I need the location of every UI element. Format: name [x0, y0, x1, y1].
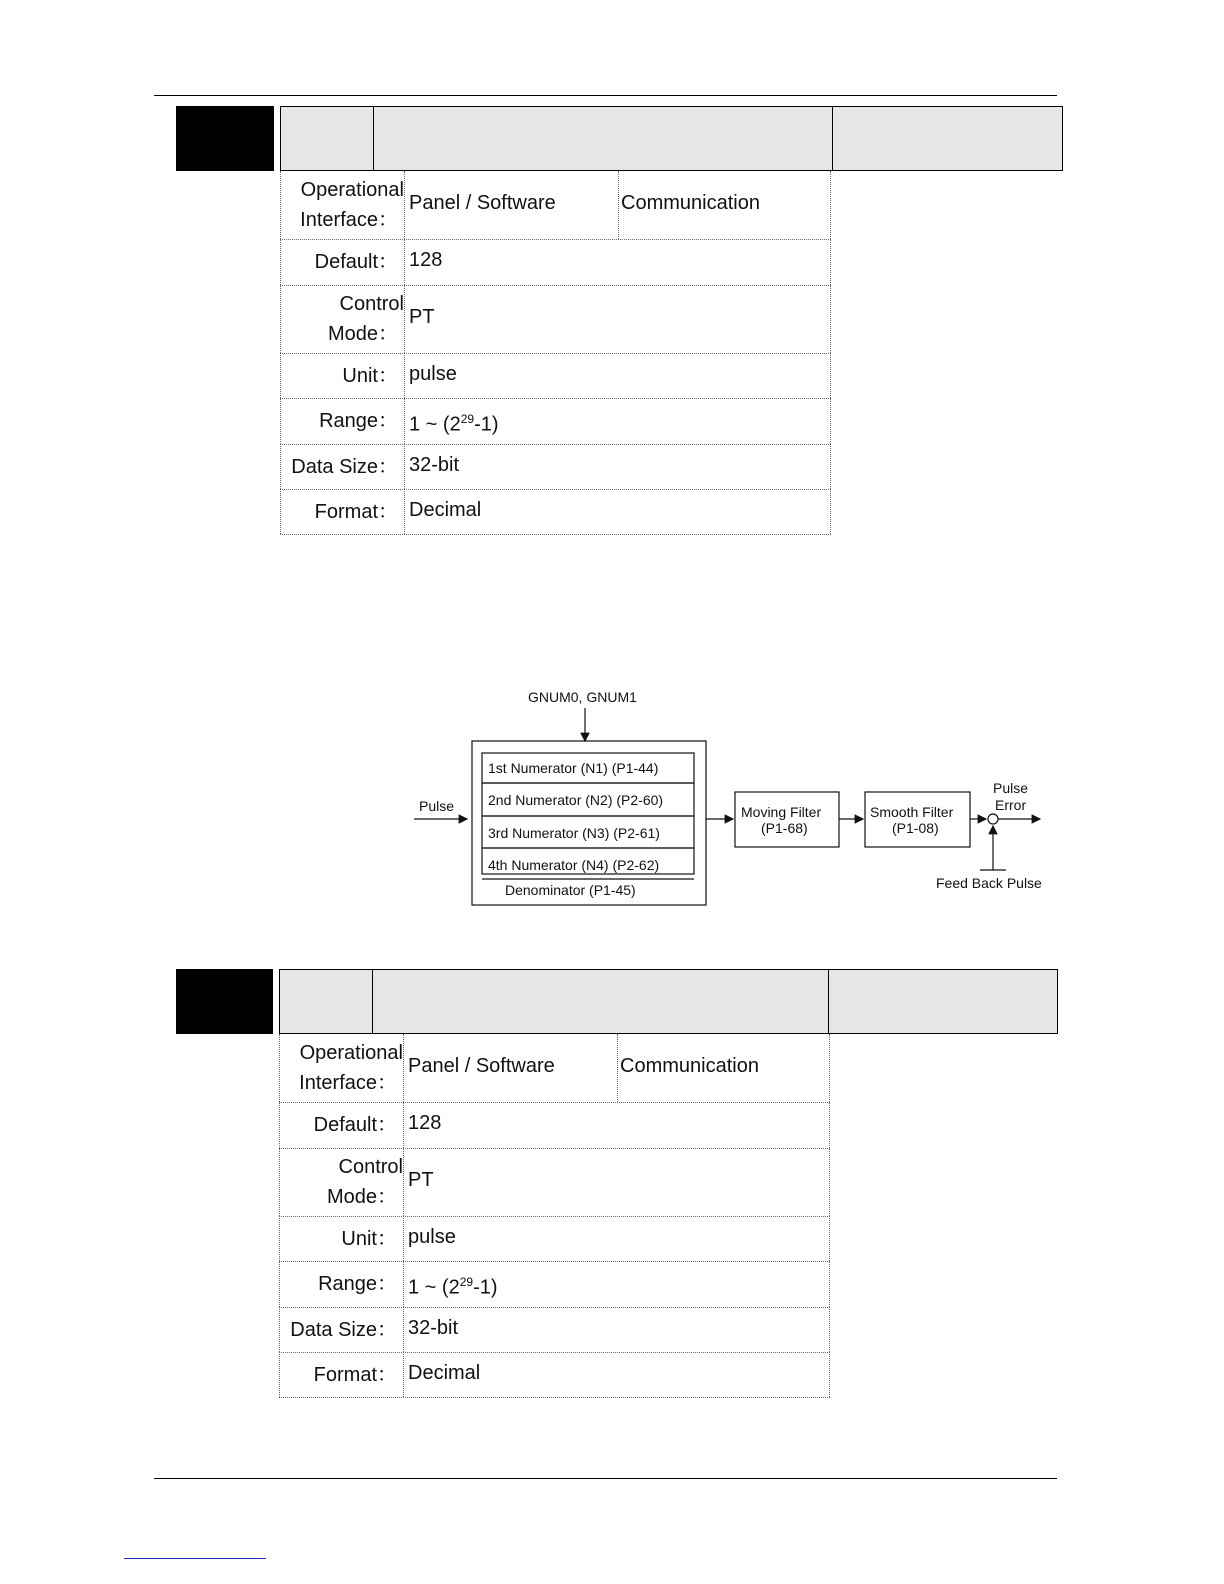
param-row	[280, 353, 831, 399]
param-label-cell	[279, 1102, 404, 1148]
param-label-cell	[280, 444, 405, 489]
param-row	[280, 285, 831, 354]
param-row	[280, 398, 831, 445]
moving-filter-label: Moving Filter	[741, 804, 822, 820]
param-label: Default：	[313, 1114, 397, 1136]
param-label: Operational	[299, 1042, 403, 1064]
param-value: Panel / Software	[408, 1055, 555, 1077]
param-value: 32-bit	[408, 1316, 459, 1339]
param-label-cell	[279, 1216, 404, 1261]
param-value-cell	[405, 398, 831, 444]
param-label-cell	[279, 1034, 404, 1102]
param-value: 128	[409, 249, 443, 271]
param-label-cell	[280, 285, 405, 353]
param-value: Panel / Software	[409, 192, 556, 214]
param-header-cell	[373, 106, 833, 171]
param-label-cell	[279, 1148, 404, 1216]
pulse-error-label-1: Pulse	[993, 780, 1029, 796]
param-value-secondary: Communication	[620, 1055, 759, 1077]
param-value-cell	[404, 1148, 830, 1216]
range-exponent: 29	[459, 1275, 474, 1289]
param-value-cell	[404, 1102, 830, 1148]
param-value-cell	[404, 1034, 830, 1102]
param-row	[280, 171, 831, 240]
param-label: Data Size：	[290, 1318, 397, 1341]
gnum-label: GNUM0, GNUM1	[528, 689, 637, 705]
param-row	[280, 489, 831, 535]
param-row	[279, 1307, 830, 1353]
param-label-cell	[279, 1261, 404, 1307]
param-row	[280, 444, 831, 490]
param-label-cell	[280, 239, 405, 285]
param-row	[279, 1148, 830, 1217]
param-value: 32-bit	[409, 453, 460, 476]
pulse-input-label: Pulse	[419, 798, 455, 814]
param-header-1	[176, 106, 1063, 171]
param-label: Interface：	[299, 1072, 397, 1094]
numerator-4-label: 4th Numerator (N4) (P2-62)	[488, 857, 660, 873]
numerator-1-label: 1st Numerator (N1) (P1-44)	[488, 760, 659, 776]
param-label: Default：	[314, 251, 398, 273]
param-label-cell	[280, 353, 405, 398]
range-prefix: 1 ~ (2	[408, 1276, 460, 1299]
param-value: pulse	[409, 362, 457, 385]
param-label: Interface：	[300, 209, 398, 231]
param-value-secondary: Communication	[621, 192, 760, 214]
param-row	[279, 1261, 830, 1308]
param-value-cell	[404, 1352, 830, 1397]
param-label: Control	[339, 293, 404, 315]
param-value-cell	[405, 239, 831, 285]
param-value-cell	[404, 1307, 830, 1352]
param-label: Format：	[314, 500, 398, 523]
param-value: pulse	[408, 1225, 456, 1248]
param-header-cell	[279, 969, 373, 1034]
param-value	[409, 404, 499, 440]
range-suffix: -1)	[473, 1276, 498, 1299]
param-value: Decimal	[409, 498, 482, 521]
param-value-cell	[405, 444, 831, 489]
param-header-cell	[372, 969, 829, 1034]
param-label-cell	[280, 398, 405, 444]
param-header-cell	[828, 969, 1058, 1034]
param-row	[279, 1352, 830, 1398]
param-value-cell	[405, 171, 831, 239]
moving-filter-param: (P1-68)	[761, 820, 808, 836]
range-suffix: -1)	[474, 413, 499, 436]
param-value: PT	[409, 306, 435, 328]
e-gear-ratio-diagram	[400, 680, 1080, 920]
param-row	[279, 1102, 830, 1149]
smooth-filter-param: (P1-08)	[892, 820, 939, 836]
footer-link-underline	[124, 1558, 266, 1559]
denominator-label: Denominator (P1-45)	[505, 882, 636, 898]
param-value-cell	[405, 285, 831, 353]
range-exponent: 29	[460, 412, 475, 426]
param-value: Decimal	[408, 1361, 481, 1384]
smooth-filter-label: Smooth Filter	[870, 804, 954, 820]
param-value-cell	[405, 489, 831, 534]
param-header-2	[176, 969, 1058, 1034]
param-label: Format：	[313, 1363, 397, 1386]
numerator-3-label: 3rd Numerator (N3) (P2-61)	[488, 825, 660, 841]
param-value-split	[618, 171, 619, 239]
param-row	[279, 1216, 830, 1262]
param-header-cell	[832, 106, 1063, 171]
param-label-cell	[280, 489, 405, 534]
param-label-cell	[279, 1352, 404, 1397]
param-value	[408, 1267, 498, 1303]
footer-rule	[154, 1478, 1057, 1479]
param-label-cell	[279, 1307, 404, 1352]
summing-junction	[988, 814, 998, 824]
param-label: Control	[338, 1156, 403, 1178]
param-value-cell	[405, 353, 831, 398]
param-label-cell	[280, 171, 405, 239]
range-prefix: 1 ~ (2	[409, 413, 461, 436]
pulse-error-label-2: Error	[995, 797, 1027, 813]
param-header-cell	[280, 106, 374, 171]
param-label: Mode：	[326, 1186, 397, 1208]
param-row	[279, 1034, 830, 1103]
param-label: Range：	[319, 410, 398, 432]
param-value-cell	[404, 1216, 830, 1261]
feedback-label: Feed Back Pulse	[936, 875, 1042, 891]
param-value: PT	[408, 1169, 434, 1191]
param-id-block	[176, 106, 274, 171]
numerator-2-label: 2nd Numerator (N2) (P2-60)	[488, 792, 664, 808]
param-value-cell	[404, 1261, 830, 1307]
param-row	[280, 239, 831, 286]
param-value-split	[617, 1034, 618, 1102]
param-label: Data Size：	[291, 455, 398, 478]
header-rule	[154, 95, 1057, 96]
param-label: Mode：	[327, 323, 398, 345]
param-label: Operational	[300, 179, 404, 201]
param-label: Unit：	[341, 1227, 397, 1250]
param-value: 128	[408, 1112, 442, 1134]
param-id-block	[176, 969, 273, 1034]
param-label: Range：	[318, 1273, 397, 1295]
param-label: Unit：	[342, 364, 398, 387]
